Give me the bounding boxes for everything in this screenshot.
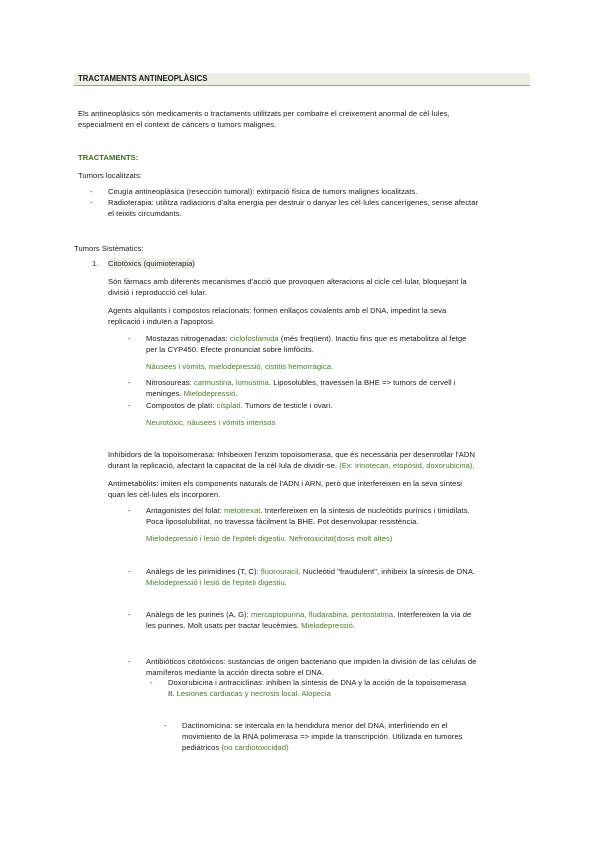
bullet: - <box>128 378 131 387</box>
citotoxics-heading: Citotòxics (quimioterapia) <box>108 259 195 268</box>
paragraph-line: Antimetabòlits: imiten els components naturals de l'ADN i ARN, però que interfereixen en la seva síntesi <box>108 479 463 488</box>
localitzats-heading: Tumors localitzats: <box>78 171 142 180</box>
item-text: . Liposolubles, travessen la BHE => tumors de cervell i <box>268 378 456 387</box>
bullet: - <box>128 334 131 343</box>
item-label: Compostos de platí: <box>146 401 217 410</box>
nitrosoureas-item <box>128 377 526 399</box>
bullet: - <box>90 198 93 207</box>
item-line: movimiento de la RNA polimerasa => impide la transcripción. Utilizada en tumores <box>182 732 463 741</box>
item-line: Poca liposolubilitat, no travessa fàcilment la BHE. Pot desenvolupar resistència. <box>146 517 419 526</box>
item-text: . <box>352 621 356 630</box>
item-text: (més freqüent). Inactiu fins que es metabolitza al fetge <box>278 334 467 343</box>
drug-name: cisplatí <box>216 401 241 410</box>
bullet: - <box>128 401 131 410</box>
doxorubicina-item <box>150 677 528 699</box>
localitzats-item <box>90 186 528 197</box>
item-text: meninges. <box>146 389 184 398</box>
bullet: - <box>128 657 131 666</box>
paragraph-line: Inhibidors de la topoisomerasa: Inhibeixen l'enzim topoisomerasa, que és necessària per desenrotllar l'ADN <box>108 450 475 459</box>
bullet: - <box>90 187 93 196</box>
side-effect: Lesiones cardiacas y necrosis local. Alopecia <box>176 689 331 698</box>
item-text: . Interfereixen la via de <box>393 610 472 619</box>
dactinomicina-item <box>164 720 532 753</box>
item-text: pediátricos <box>182 743 222 752</box>
bullet: - <box>164 721 167 730</box>
item-text: II. <box>168 689 177 698</box>
citotoxics-paragraph <box>108 276 538 298</box>
drug-name: mercaptopurina, fludarabina, pentostatina <box>250 610 394 619</box>
paragraph-line: divisió i reproducció cel·lular. <box>108 288 207 297</box>
item-line: Radioterapia: utilitza radiacions d'alta energia per destruir o danyar les cèl·lules cancerígenes, sense afectar <box>108 198 479 207</box>
item-line: el teixits circumdants. <box>108 209 182 218</box>
drug-examples: (Ex: irinotecan, etopòsid, doxorubicina) <box>339 461 473 470</box>
paragraph-line: quan les cèl·lules els incorporen. <box>108 490 221 499</box>
bullet: - <box>128 506 131 515</box>
item-line: Antibióticos citotóxicos: sustancias de origen bacteriano que impiden la división de las células de <box>146 657 477 666</box>
paragraph-line: Agents alquilants i compostos relacionats: formen enllaços covalents amb el DNA, impedint la seva <box>108 306 447 315</box>
paragraph-text: . <box>472 461 475 470</box>
item-line: mamíferos mediante la acción directa sobre el DNA. <box>146 668 325 677</box>
folat-item <box>128 505 536 527</box>
side-effects: Mielodepressió i lesió de l'epiteli digestiu. Nefrotoxicitat(dosis molt altes) <box>146 534 393 543</box>
item-line: Dactinomicina: se intercala en la hendidura menor del DNA, interfiriendo en el <box>182 721 448 730</box>
sistematics-heading: Tumors Sistèmatics: <box>74 244 144 253</box>
intro-line: Els antineoplàsics són medicaments o tractaments utilitzats per combatre el creixement anormal de cèl·lules, <box>78 109 450 118</box>
paragraph-line: Són fàrmacs amb diferents mecanismes d'acció que provoquen alteracions al cicle cel·lular, bloquejant la <box>108 277 467 286</box>
side-effect: (no cardiotoxicidad) <box>221 743 289 752</box>
tractaments-heading: TRACTAMENTS: <box>78 153 139 162</box>
item-line: per la CYP450. Efecte pronunciat sobre limfòcits. <box>146 345 314 354</box>
intro-paragraph <box>78 108 450 130</box>
intro-line: especialment en el context de càncers o tumors malignes. <box>78 120 277 129</box>
item-label: Anàlegs de les purines (A, G): <box>146 610 251 619</box>
item-text: les purines. Molt usats per tractar leucèmies. <box>146 621 302 630</box>
mostazas-item <box>128 333 526 355</box>
item-label: Anàlegs de les pirimidines (T, C): <box>146 567 261 576</box>
side-effects: Mielodepressió i lesió de l'epiteli digestiu. <box>146 578 287 587</box>
drug-name: carmustina, lomustina <box>193 378 269 387</box>
side-effects: Neurotòxic, nàusees i vòmits intensos <box>146 418 276 427</box>
item-text: . Nucleòtid "fraudulent", inhibeix la síntesis de DNA. <box>298 567 476 576</box>
item-line: Doxorubicina i antraciclinas: inhiben la síntesis de DNA y la acción de la topoisomerasa <box>168 678 467 687</box>
purines-item <box>128 609 536 631</box>
topoisomerasa-paragraph <box>108 449 540 471</box>
platins-item <box>128 400 526 411</box>
item-line: Cirugía antineoplàsica (resección tumoral): extirpació física de tumors malignes localitzats. <box>108 187 418 196</box>
side-effects: Nàusees i vòmits, mielodepressió, cistitis hemorràgica. <box>146 362 334 371</box>
drug-name: fluorouracil <box>260 567 299 576</box>
section-number: 1. <box>92 259 99 268</box>
bullet: - <box>150 678 153 687</box>
localitzats-item <box>90 197 528 219</box>
alquilants-paragraph <box>108 305 538 327</box>
side-effect: Mielodepressió <box>301 621 353 630</box>
antimetabolits-paragraph <box>108 478 540 500</box>
paragraph-text: durant la replicació, afectant la capacitat de la cèl·lula de dividir-se. <box>108 461 340 470</box>
page-title: TRACTAMENTS ANTINEOPLÀSICS <box>78 74 208 83</box>
item-label: Mostazas nitrogenadas: <box>146 334 230 343</box>
paragraph-line: replicació i induïen a l'apoptosi. <box>108 317 215 326</box>
pirimidines-item <box>128 566 536 588</box>
item-label: Nitrosoureas: <box>146 378 194 387</box>
item-label: Antagonistes del folat: <box>146 506 225 515</box>
item-text: . <box>235 389 238 398</box>
item-text: . Tumors de testicle i ovari. <box>240 401 333 410</box>
drug-name: metotrexat <box>224 506 261 515</box>
side-effect: Mielodepressió <box>183 389 236 398</box>
item-text: . Interfereixen en la síntesis de nucleòtids purínics i timidilats. <box>260 506 470 515</box>
bullet: - <box>128 567 131 576</box>
antibiotics-item <box>128 656 536 678</box>
bullet: - <box>128 610 131 619</box>
drug-name: ciclofosfamida <box>229 334 279 343</box>
